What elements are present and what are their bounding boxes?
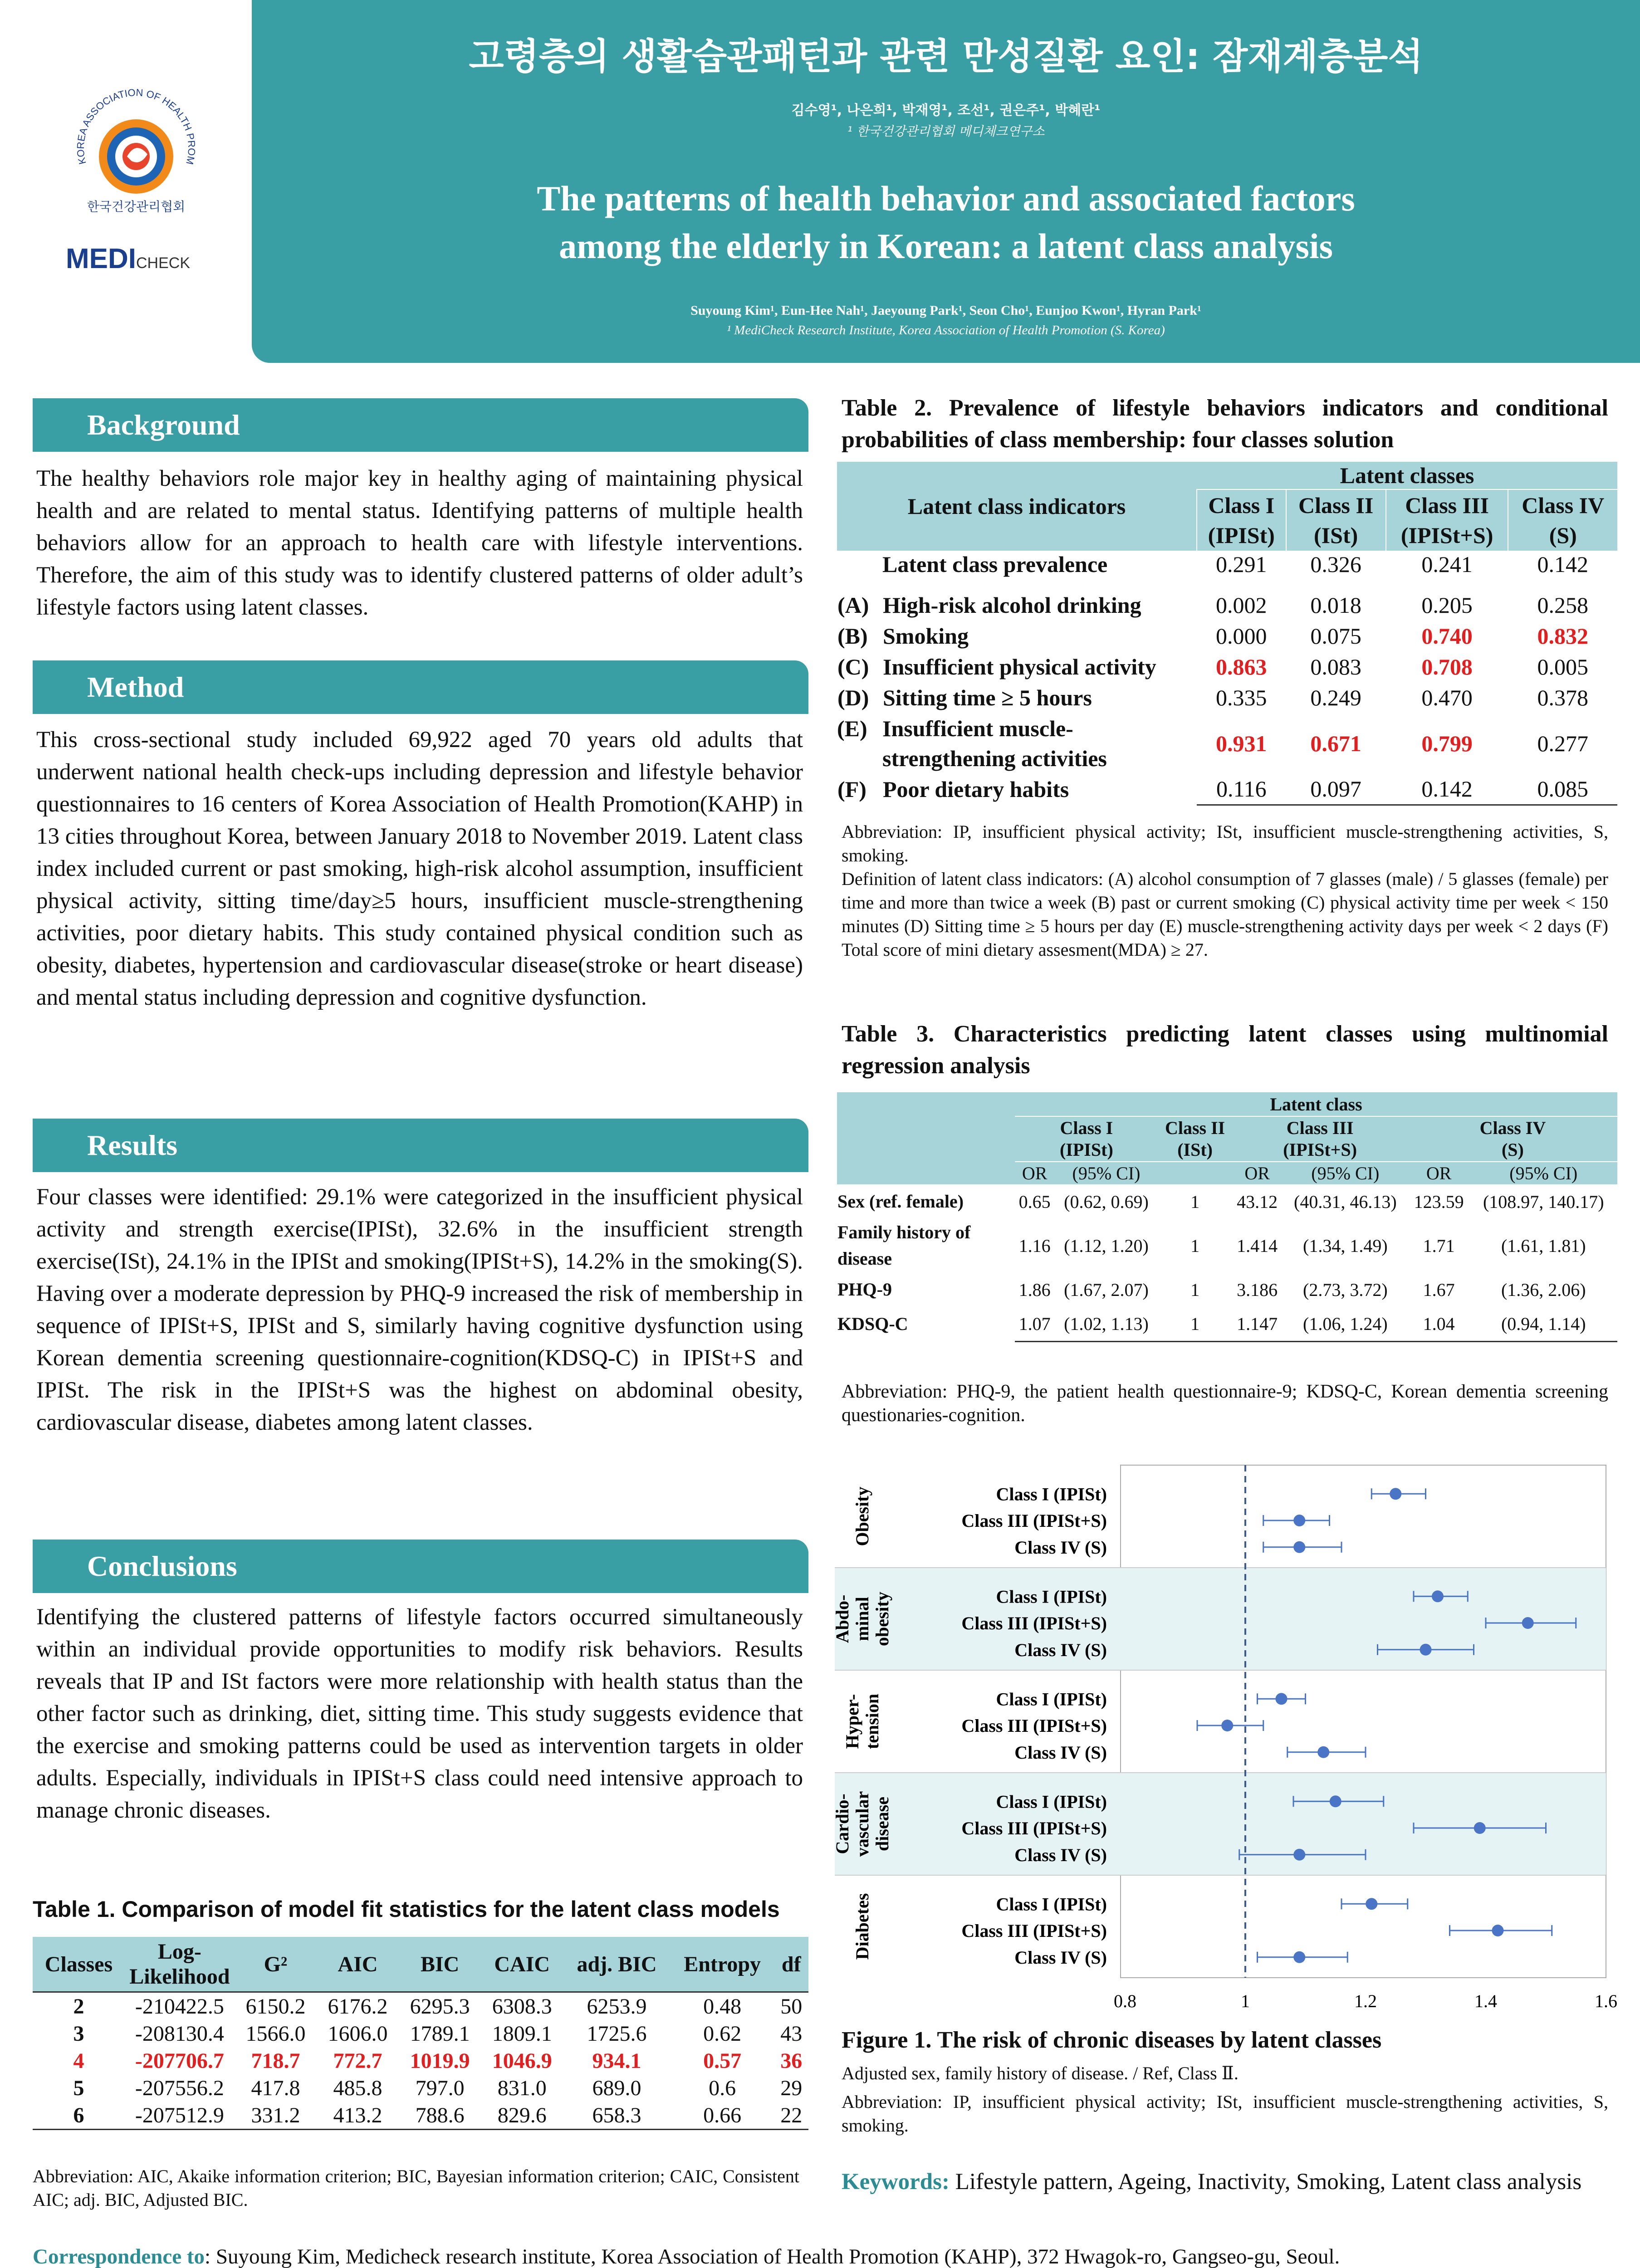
- class-name: Class I: [1208, 493, 1275, 518]
- table-row: [33, 2047, 808, 2074]
- table2-value-cell: 0.863: [1216, 654, 1267, 679]
- table3-cell: (1.34, 1.49): [1303, 1235, 1388, 1256]
- english-title-line1: The patterns of health behavior and associated factors: [537, 179, 1355, 218]
- table1-cell: 29: [780, 2076, 803, 2100]
- results-heading: Results: [33, 1119, 808, 1172]
- indicator-label: Insufficient muscle-strengthening activities: [882, 716, 1107, 771]
- indicator-label: High-risk alcohol drinking: [883, 592, 1141, 618]
- or-point: [1276, 1693, 1288, 1705]
- series-label: Class III (IPISt+S): [961, 1716, 1107, 1736]
- class-abbr: (S): [1501, 1139, 1524, 1160]
- table1-cell: 6253.9: [587, 1994, 647, 2019]
- table1-cell: 6295.3: [410, 1994, 470, 2019]
- table3-cell: 1.07: [1015, 1307, 1054, 1341]
- table2-value-cell: 0.097: [1286, 774, 1386, 805]
- table1-cell: 6150.2: [245, 1994, 306, 2019]
- series-label: Class IV (S): [1014, 1639, 1107, 1660]
- table3-cell: (1.06, 1.24): [1283, 1307, 1408, 1341]
- table2-note-definition: Definition of latent class indicators: (A) alcohol consumption of 7 glasses (male) / 5 glasses (female) per time and more than twice a week (B) past or current smoking (C) physical activity time per week < 150 minutes (D) Sitting time ≥ 5 hours per day (E) muscle-strengthening activity days per week < 2 days (F) Total score of mini dietary assesment(MDA) ≥ 27.: [842, 869, 1608, 960]
- table3-cell: (2.73, 3.72): [1303, 1279, 1388, 1300]
- conclusions-heading: Conclusions: [33, 1540, 808, 1593]
- table2-prevalence-row: [837, 551, 1617, 578]
- table-row: [837, 682, 1617, 713]
- group-label: Cardio-vasculardisease: [832, 1791, 892, 1857]
- background-heading: Background: [33, 398, 808, 452]
- indicator-key: (E): [837, 716, 867, 741]
- table1-cell: 658.3: [563, 2102, 671, 2130]
- table1-cell: 4: [73, 2048, 84, 2073]
- table1-cell: 3: [73, 2021, 84, 2046]
- table2-value-cell: 0.005: [1537, 654, 1588, 679]
- correspondence: [33, 2244, 1620, 2268]
- table2-value-cell: 0.258: [1537, 592, 1588, 618]
- table-row: [33, 2074, 808, 2102]
- table3-row-label: PHQ-9: [837, 1279, 892, 1300]
- plot-frame: [1121, 1465, 1606, 1978]
- table3-cell: (1.36, 2.06): [1501, 1279, 1586, 1300]
- table1-header-cell: BIC: [399, 1937, 481, 1992]
- table1-cell: 1606.0: [328, 2021, 388, 2046]
- table2-value-cell: 0.083: [1310, 654, 1361, 679]
- table3-or-label: OR: [1426, 1163, 1452, 1183]
- table1-cell: 0.48: [703, 1994, 742, 2019]
- table3-cell: (108.97, 140.17): [1483, 1191, 1604, 1212]
- table2-class-header: [1508, 489, 1617, 551]
- table1-cell: 50: [780, 1994, 803, 2019]
- table2-indicator-label: [837, 590, 1197, 621]
- table-row: [837, 590, 1617, 621]
- table1-cell: 413.2: [317, 2102, 399, 2130]
- table1-cell: 6: [33, 2102, 125, 2130]
- table1: [33, 1937, 808, 2130]
- table1-cell: 689.0: [592, 2076, 641, 2100]
- table2-indicator-header: Latent class indicators: [907, 494, 1126, 519]
- table3-cell: 43.12: [1237, 1191, 1278, 1212]
- table1-header-cell: CAIC: [481, 1937, 563, 1992]
- english-title-line2: among the elderly in Korean: a latent class analysis: [559, 226, 1333, 266]
- table1-header-cell: G²: [235, 1937, 317, 1992]
- table2-value-cell: 0.799: [1421, 731, 1473, 756]
- table1-header-cell: Classes: [33, 1937, 125, 1992]
- table1-cell: -207556.2: [135, 2076, 224, 2100]
- keywords-label: Keywords:: [842, 2169, 950, 2195]
- table1-header-cell: Log-Likelihood: [125, 1937, 235, 1992]
- table3-ci-label: (95% CI): [1311, 1163, 1380, 1183]
- or-point: [1420, 1644, 1432, 1656]
- class-name: Class I: [1060, 1118, 1113, 1138]
- or-point: [1293, 1951, 1305, 1963]
- table1-header-cell: AIC: [317, 1937, 399, 1992]
- series-label: Class III (IPISt+S): [961, 1921, 1107, 1941]
- correspondence-label: Correspondence to: [33, 2245, 205, 2268]
- table3-cell: (1.12, 1.20): [1064, 1235, 1149, 1256]
- table3-row-label: Family history of disease: [837, 1222, 971, 1269]
- table1-cell: 829.6: [481, 2102, 563, 2130]
- table2-indicator-label: [837, 713, 1197, 774]
- table3-cell: (0.62, 0.69): [1064, 1191, 1149, 1212]
- table-row: [837, 1219, 1617, 1272]
- indicator-key: (C): [837, 654, 869, 679]
- table1-cell: 1809.1: [492, 2021, 552, 2046]
- or-point: [1330, 1795, 1341, 1807]
- table1-header-cell: adj. BIC: [563, 1937, 671, 1992]
- table2-value-cell: 0.018: [1310, 592, 1361, 618]
- table2-prevalence-cell: 0.291: [1216, 552, 1267, 577]
- table1-cell: 22: [774, 2102, 808, 2130]
- table1-cell: 788.6: [399, 2102, 481, 2130]
- forest-plot: [832, 1458, 1624, 2019]
- table1-cell: 485.8: [333, 2076, 382, 2100]
- table2-value-cell: 0.075: [1310, 623, 1361, 649]
- table3: [837, 1092, 1617, 1342]
- table-row: [837, 713, 1617, 774]
- table3-cell: 1: [1158, 1307, 1232, 1341]
- group-shade: [835, 1568, 1606, 1670]
- group-label: Abdo-minalobesity: [832, 1592, 892, 1646]
- table3-row-label: Sex (ref. female): [837, 1191, 964, 1212]
- table1-cell: 1046.9: [492, 2048, 552, 2073]
- indicator-key: (B): [837, 623, 868, 649]
- table3-row-label: KDSQ-C: [837, 1314, 908, 1334]
- x-tick-label: 1.6: [1595, 1991, 1617, 2011]
- table2-group-header: Latent classes: [1197, 462, 1617, 489]
- series-label: Class III (IPISt+S): [961, 1613, 1107, 1634]
- table2-prevalence-cell: 0.142: [1537, 552, 1588, 577]
- table1-cell: 5: [73, 2076, 84, 2100]
- table-row: [837, 1307, 1617, 1341]
- table2-value-cell: 0.002: [1216, 592, 1267, 618]
- series-label: Class I (IPISt): [996, 1484, 1107, 1505]
- group-label: Diabetes: [852, 1893, 872, 1960]
- table3-cell: 1: [1190, 1279, 1200, 1300]
- table3-cell: 0.65: [1018, 1191, 1051, 1212]
- table2-class-header: [1286, 489, 1386, 551]
- table2-prevalence-cell: 0.326: [1310, 552, 1361, 577]
- table1-caption: Table 1. Comparison of model fit statistics for the latent class models: [33, 1897, 780, 1922]
- table2-caption: Table 2. Prevalence of lifestyle behaviors indicators and conditional probabilities of class membership: four classes solution: [842, 395, 1608, 453]
- class-abbr: (ISt): [1177, 1139, 1213, 1160]
- indicator-key: (A): [837, 592, 869, 618]
- table3-group-header: Latent class: [1015, 1092, 1617, 1116]
- table2-value-cell: 0.832: [1537, 623, 1588, 649]
- table3-cell: 1.147: [1232, 1307, 1282, 1341]
- class-abbr: (IPISt): [1059, 1139, 1113, 1160]
- table2-prevalence-label: Latent class prevalence: [882, 552, 1108, 577]
- table-row: [837, 774, 1617, 805]
- table3-caption: Table 3. Characteristics predicting latent classes using multinomial regression analysis: [842, 1021, 1608, 1079]
- table3-cell: (1.02, 1.13): [1054, 1307, 1158, 1341]
- table2-value-cell: 0.142: [1386, 774, 1508, 805]
- table3-cell: 3.186: [1237, 1279, 1278, 1300]
- table3-class-header: [1232, 1116, 1408, 1162]
- table2-value-cell: 0.708: [1421, 654, 1473, 679]
- table2-indicator-label: [837, 682, 1197, 713]
- table2-value-cell: 0.116: [1197, 774, 1286, 805]
- logo-ring-text: KOREA ASSOCIATION OF HEALTH PROM: [74, 87, 198, 166]
- table1-cell: -208130.4: [135, 2021, 224, 2046]
- table-row: [837, 651, 1617, 682]
- indicator-label: Smoking: [883, 623, 969, 649]
- table1-cell: 2: [73, 1994, 84, 2019]
- logo-korean-text: 한국건강관리협회: [87, 199, 186, 214]
- correspondence-text: : Suyoung Kim, Medicheck research institute, Korea Association of Health Promotion (KAHP), 372 Hwagok-ro, Gangseo-gu, Seoul.: [205, 2245, 1340, 2268]
- english-authors: Suyoung Kim¹, Eun-Hee Nah¹, Jaeyoung Park¹, Seon Cho¹, Eunjoo Kwon¹, Hyran Park¹: [690, 303, 1201, 318]
- class-name: Class IV: [1522, 493, 1605, 518]
- or-point: [1432, 1590, 1444, 1602]
- table1-cell: 1789.1: [410, 2021, 470, 2046]
- table1-cell: 1566.0: [245, 2021, 306, 2046]
- table2-class-header: [1197, 489, 1286, 551]
- table1-cell: 718.7: [251, 2048, 300, 2073]
- table2-value-cell: 0.740: [1421, 623, 1473, 649]
- table2-value-cell: 0.671: [1310, 731, 1361, 756]
- table3-cell: 1.67: [1423, 1279, 1455, 1300]
- class-abbr: (IPISt): [1208, 523, 1275, 548]
- class-name: Class III: [1405, 493, 1489, 518]
- table3-ci-label: (95% CI): [1509, 1163, 1578, 1183]
- table2-value-cell: 0.470: [1421, 685, 1473, 710]
- method-text: This cross-sectional study included 69,922 aged 70 years old adults that underwent national health check-ups including depression and lifestyle behavior questionnaires to 16 centers of Korea Association of Health Promotion(KAHP) in 13 cities throughout Korea, between January 2018 to November 2019. Latent class index included current or past smoking, high-risk alcohol assumption, insufficient physical activity, sitting time/day≥5 hours, insufficient muscle-strengthening activities, poor dietary habits. This study contained physical condition such as obesity, diabetes, hypertension and cardiovascular disease(stroke or heart disease) and mental status including depression and cognitive dysfunction.: [36, 727, 803, 1010]
- series-label: Class III (IPISt+S): [961, 1510, 1107, 1531]
- table3-or-label: OR: [1022, 1163, 1048, 1183]
- indicator-key: (D): [837, 685, 869, 710]
- table1-cell: 0.62: [703, 2021, 742, 2046]
- x-tick-label: 1.2: [1354, 1991, 1377, 2011]
- class-abbr: (IPISt+S): [1283, 1139, 1357, 1160]
- table1-cell: 1019.9: [410, 2048, 470, 2073]
- table3-ci-label: (95% CI): [1072, 1163, 1141, 1183]
- table3-cell: (0.94, 1.14): [1470, 1307, 1617, 1341]
- x-tick-label: 0.8: [1114, 1991, 1136, 2011]
- table3-cell: 1: [1190, 1235, 1200, 1256]
- background-text: The healthy behaviors role major key in healthy aging of maintaining physical health and are related to mental status. Identifying patterns of multiple health behaviors allow for an approach to health care with lifestyle interventions. Therefore, the aim of this study was to identify clustered patterns of older adult’s lifestyle factors using latent classes.: [36, 466, 803, 620]
- english-title: [252, 175, 1640, 270]
- table1-cell: -207706.7: [135, 2048, 224, 2073]
- conclusions-text: Identifying the clustered patterns of lifestyle factors occurred simultaneously within an individual provide opportunities to modify risk behaviors. Results reveals that IP and ISt factors were more relationship with health status than the other factor such as drinking, diet, sitting time. This study suggests evidence that the exercise and smoking patterns could be used as intervention targets in older adults. Especially, individuals in IPISt+S class could need intensive approach to manage chronic diseases.: [36, 1604, 803, 1823]
- table2-value-cell: 0.085: [1508, 774, 1617, 805]
- class-abbr: (S): [1549, 523, 1577, 548]
- table1-header-row: [33, 1937, 808, 1992]
- or-point: [1293, 1849, 1305, 1861]
- series-label: Class I (IPISt): [996, 1689, 1107, 1710]
- table2-value-cell: 0.931: [1216, 731, 1267, 756]
- class-name: Class IV: [1479, 1118, 1546, 1138]
- table2: [837, 462, 1617, 806]
- series-label: Class IV (S): [1014, 1742, 1107, 1763]
- table3-cell: 1.71: [1423, 1235, 1455, 1256]
- table3-cell: 1.86: [1018, 1279, 1051, 1300]
- table1-cell: 43: [780, 2021, 803, 2046]
- table2-prevalence-cell: 0.241: [1421, 552, 1473, 577]
- series-label: Class III (IPISt+S): [961, 1818, 1107, 1839]
- group-label: Hyper-tension: [842, 1693, 882, 1750]
- table2-indicator-label: [837, 621, 1197, 651]
- table1-cell: -210422.5: [135, 1994, 224, 2019]
- korean-affiliation: ¹ 한국건강관리협회 메디체크연구소: [847, 124, 1045, 139]
- table1-cell: 6176.2: [328, 1994, 388, 2019]
- class-abbr: (ISt): [1314, 523, 1358, 548]
- header-banner: [252, 0, 1640, 363]
- table1-cell: 831.0: [497, 2076, 547, 2100]
- table3-or-label: OR: [1244, 1163, 1270, 1183]
- korean-title: 고령층의 생활습관패턴과 관련 만성질환 요인: 잠재계층분석: [469, 35, 1423, 78]
- kahp-emblem-icon: [59, 73, 213, 227]
- english-affiliation: ¹ MediCheck Research Institute, Korea Association of Health Promotion (S. Korea): [727, 323, 1165, 337]
- series-label: Class I (IPISt): [996, 1791, 1107, 1812]
- method-heading: Method: [33, 660, 808, 714]
- table2-indicator-label: [837, 651, 1197, 682]
- table3-cell: 1.04: [1408, 1307, 1470, 1341]
- medicheck-wordmark: [66, 243, 190, 275]
- series-label: Class IV (S): [1014, 1844, 1107, 1865]
- series-label: Class I (IPISt): [996, 1586, 1107, 1607]
- x-tick-label: 1: [1241, 1991, 1250, 2011]
- table3-cell: 1.16: [1018, 1235, 1051, 1256]
- class-name: Class II: [1165, 1118, 1225, 1138]
- table1-cell: -207512.9: [125, 2102, 235, 2130]
- table2-value-cell: 0.000: [1216, 623, 1267, 649]
- table2-note-abbreviation: Abbreviation: IP, insufficient physical activity; ISt, insufficient muscle-strengthening activities, S, smoking.: [842, 821, 1608, 865]
- class-abbr: (IPISt+S): [1400, 523, 1493, 548]
- table1-cell: 1725.6: [587, 2021, 647, 2046]
- medi-text: MEDI: [66, 243, 136, 274]
- table3-cell: 1: [1190, 1191, 1200, 1212]
- figure1-caption: Figure 1. The risk of chronic diseases by latent classes: [842, 2027, 1382, 2053]
- korean-authors: 김수영¹, 나은희¹, 박재영¹, 조선¹, 권은주¹, 박혜란¹: [791, 103, 1101, 118]
- indicator-key: (F): [837, 777, 867, 802]
- table1-cell: 772.7: [333, 2048, 382, 2073]
- table1-cell: 0.6: [709, 2076, 736, 2100]
- table2-value-cell: 0.205: [1421, 592, 1473, 618]
- class-name: Class II: [1298, 493, 1374, 518]
- or-point: [1522, 1617, 1534, 1629]
- table1-cell: 934.1: [592, 2048, 641, 2073]
- group-label: Obesity: [852, 1486, 872, 1546]
- table1-cell: 0.66: [671, 2102, 774, 2130]
- or-point: [1293, 1541, 1305, 1553]
- check-text: CHECK: [136, 254, 191, 272]
- table1-cell: 797.0: [415, 2076, 465, 2100]
- table1-cell: 331.2: [235, 2102, 317, 2130]
- table3-class-header: [1015, 1116, 1158, 1162]
- or-point: [1474, 1822, 1486, 1834]
- indicator-label: Insufficient physical activity: [883, 654, 1156, 679]
- table2-class-header: [1386, 489, 1508, 551]
- series-label: Class IV (S): [1014, 1537, 1107, 1558]
- table3-class-header: [1408, 1116, 1617, 1162]
- table3-cell: (1.61, 1.81): [1501, 1235, 1586, 1256]
- table3-cell: 1.414: [1237, 1235, 1278, 1256]
- table1-cell: 36: [780, 2048, 803, 2073]
- table3-class-header: [1158, 1116, 1232, 1162]
- table3-cell: 123.59: [1414, 1191, 1464, 1212]
- keywords-text: Lifestyle pattern, Ageing, Inactivity, Smoking, Latent class analysis: [955, 2169, 1582, 2195]
- table1-cell: 6308.3: [492, 1994, 552, 2019]
- keywords-block: [842, 2166, 1608, 2198]
- or-point: [1390, 1488, 1401, 1500]
- class-name: Class III: [1286, 1118, 1354, 1138]
- table1-note: Abbreviation: AIC, Akaike information criterion; BIC, Bayesian information criterion; CAIC, Consistent AIC; adj. BIC, Adjusted BIC.: [33, 2166, 799, 2210]
- or-point: [1221, 1720, 1233, 1731]
- table1-cell: 0.57: [703, 2048, 742, 2073]
- table3-note: Abbreviation: PHQ-9, the patient health questionnaire-9; KDSQ-C, Korean dementia screening questionaries-cognition.: [842, 1381, 1608, 1426]
- table2-value-cell: 0.378: [1537, 685, 1588, 710]
- indicator-label: Poor dietary habits: [883, 777, 1069, 802]
- table3-cell: (1.67, 2.07): [1064, 1279, 1149, 1300]
- group-shade: [835, 1773, 1606, 1875]
- x-tick-label: 1.4: [1474, 1991, 1497, 2011]
- series-label: Class I (IPISt): [996, 1894, 1107, 1915]
- table-row: [33, 2020, 808, 2047]
- or-point: [1492, 1925, 1504, 1936]
- table-row: [837, 1272, 1617, 1307]
- table-row: [33, 2102, 808, 2130]
- indicator-label: Sitting time ≥ 5 hours: [883, 685, 1092, 710]
- figure1-note-abbreviation: Abbreviation: IP, insufficient physical activity; ISt, insufficient muscle-strengthening activities, S, smoking.: [842, 2092, 1608, 2136]
- table2-value-cell: 0.249: [1310, 685, 1361, 710]
- or-point: [1366, 1898, 1377, 1910]
- series-label: Class IV (S): [1014, 1947, 1107, 1968]
- figure1-note-adjusted: Adjusted sex, family history of disease. / Ref, Class Ⅱ.: [842, 2063, 1239, 2083]
- table-row: [837, 621, 1617, 651]
- table1-header-cell: df: [774, 1937, 808, 1992]
- table1-cell: 417.8: [251, 2076, 300, 2100]
- or-point: [1317, 1746, 1329, 1758]
- table-row: [837, 1184, 1617, 1219]
- table1-header-cell: Entropy: [671, 1937, 774, 1992]
- table3-cell: (40.31, 46.13): [1294, 1191, 1397, 1212]
- results-text: Four classes were identified: 29.1% were categorized in the insufficient physical activity and strength exercise(IPISt), 32.6% in the insufficient strength exercise(ISt), 24.1% in the IPISt and smoking(IPISt+S), 14.2% in the smoking(S). Having over a moderate depression by PHQ-9 increased the risk of membership in sequence of IPISt+S, IPISt and S, similarly having cognitive dysfunction using Korean dementia screening questionnaire-cognition(KDSQ-C) in IPISt+S and IPISt. The risk in the IPISt+S was the highest on abdominal obesity, cardiovascular disease, diabetes among latent classes.: [36, 1184, 803, 1435]
- or-point: [1293, 1515, 1305, 1526]
- table-row: [33, 1992, 808, 2020]
- table2-indicator-label: [837, 774, 1197, 805]
- table2-value-cell: 0.277: [1537, 731, 1588, 756]
- table2-value-cell: 0.335: [1216, 685, 1267, 710]
- kahp-logo: [59, 73, 213, 281]
